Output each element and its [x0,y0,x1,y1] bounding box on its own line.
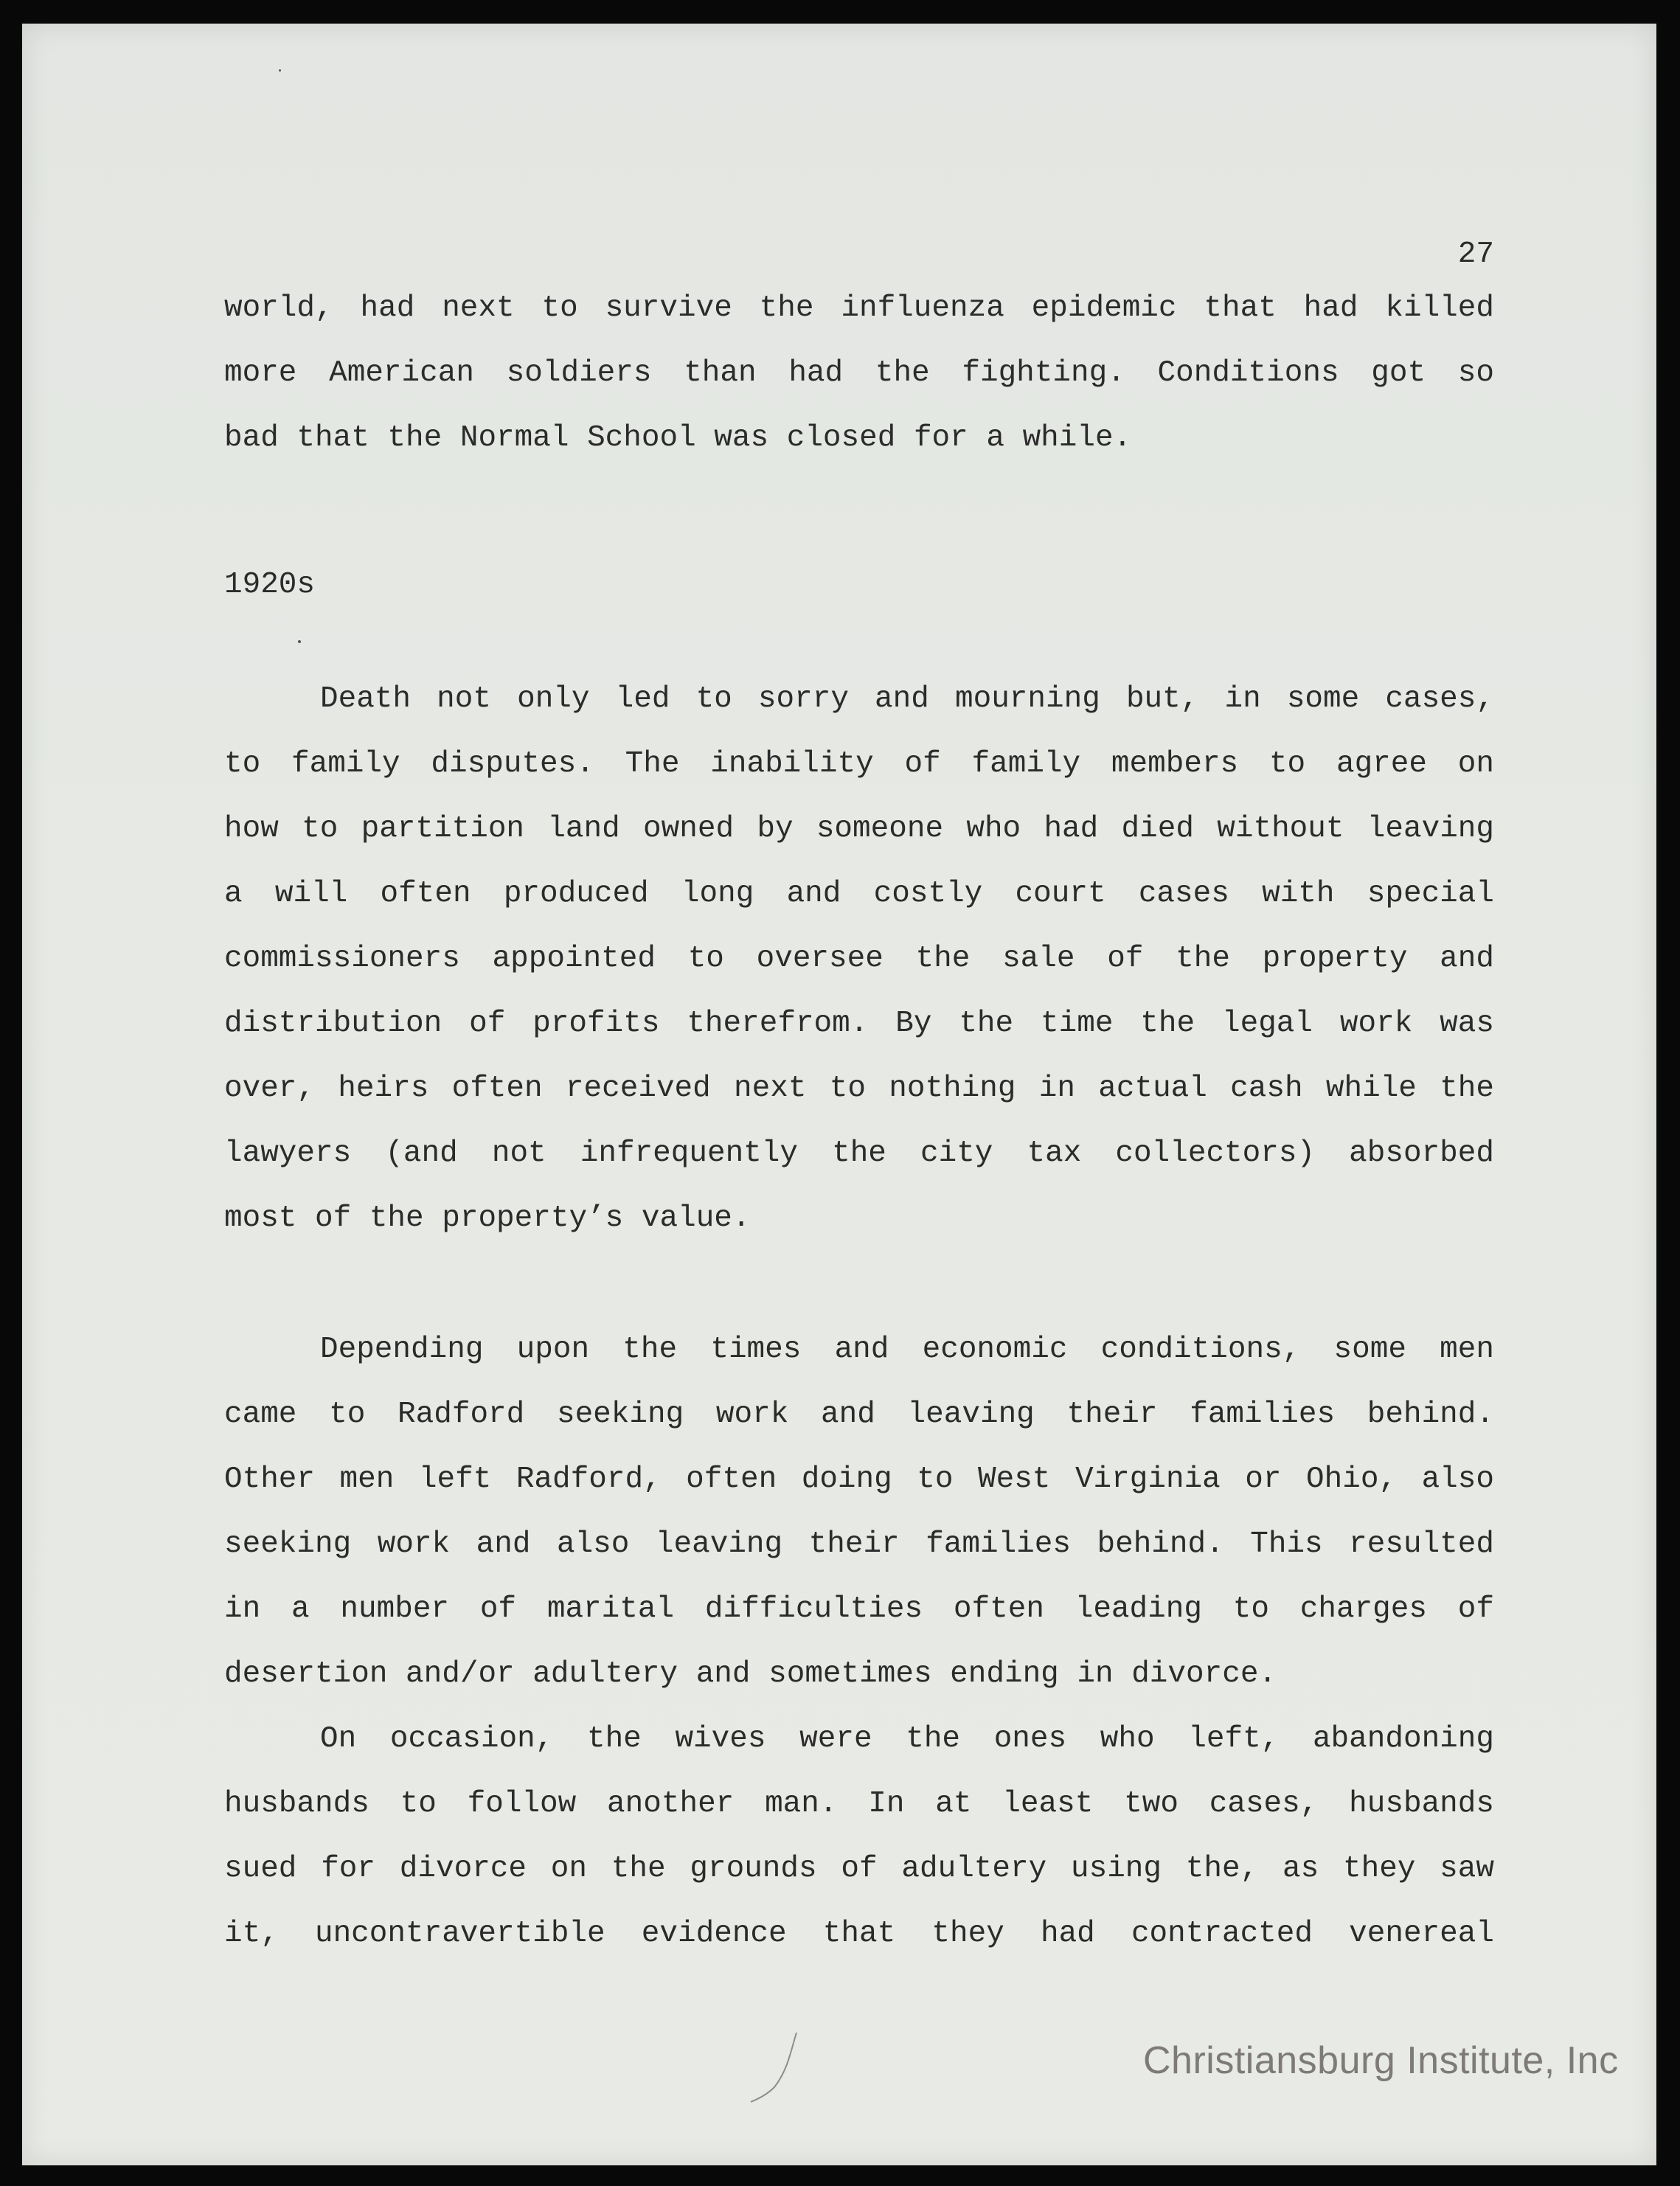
page-number: 27 [1457,237,1494,271]
watermark: Christiansburg Institute, Inc [1143,2039,1619,2082]
text-line: how to partition land owned by someone who had died without leaving [224,812,1494,846]
text-line: Death not only led to sorry and mourning but, in some cases, [320,682,1494,716]
text-line: it, uncontravertible evidence that they had contracted venereal [224,1917,1494,1951]
text-line: in a number of marital difficulties often leading to charges of [224,1592,1494,1626]
document-page [22,24,1656,2165]
text-line: husbands to follow another man. In at least two cases, husbands [224,1787,1494,1821]
text-line: commissioners appointed to oversee the sale of the property and [224,942,1494,976]
text-line: bad that the Normal School was closed for a while. [224,421,1132,455]
text-line: seeking work and also leaving their families behind. This resulted [224,1527,1494,1561]
text-line: On occasion, the wives were the ones who left, abandoning [320,1722,1494,1756]
text-line: lawyers (and not infrequently the city tax collectors) absorbed [224,1137,1494,1170]
text-line: Depending upon the times and economic conditions, some men [320,1333,1494,1367]
paper-speck [298,640,301,643]
text-line: most of the property’s value. [224,1201,751,1235]
text-line: came to Radford seeking work and leaving their families behind. [224,1398,1494,1432]
text-line: world, had next to survive the influenza epidemic that had killed [224,291,1494,325]
pencil-mark-icon [745,2030,826,2111]
text-line: to family disputes. The inability of family members to agree on [224,747,1494,781]
text-line: desertion and/or adultery and sometimes ending in divorce. [224,1657,1277,1691]
text-line: more American soldiers than had the fighting. Conditions got so [224,356,1494,390]
text-line: over, heirs often received next to nothing in actual cash while the [224,1072,1494,1106]
text-line: a will often produced long and costly court cases with special [224,877,1494,911]
paper-speck [279,69,281,72]
text-line: distribution of profits therefrom. By the time the legal work was [224,1007,1494,1041]
text-line: Other men left Radford, often doing to West Virginia or Ohio, also [224,1462,1494,1496]
text-line: sued for divorce on the grounds of adultery using the, as they saw [224,1852,1494,1886]
section-heading: 1920s [224,568,316,602]
